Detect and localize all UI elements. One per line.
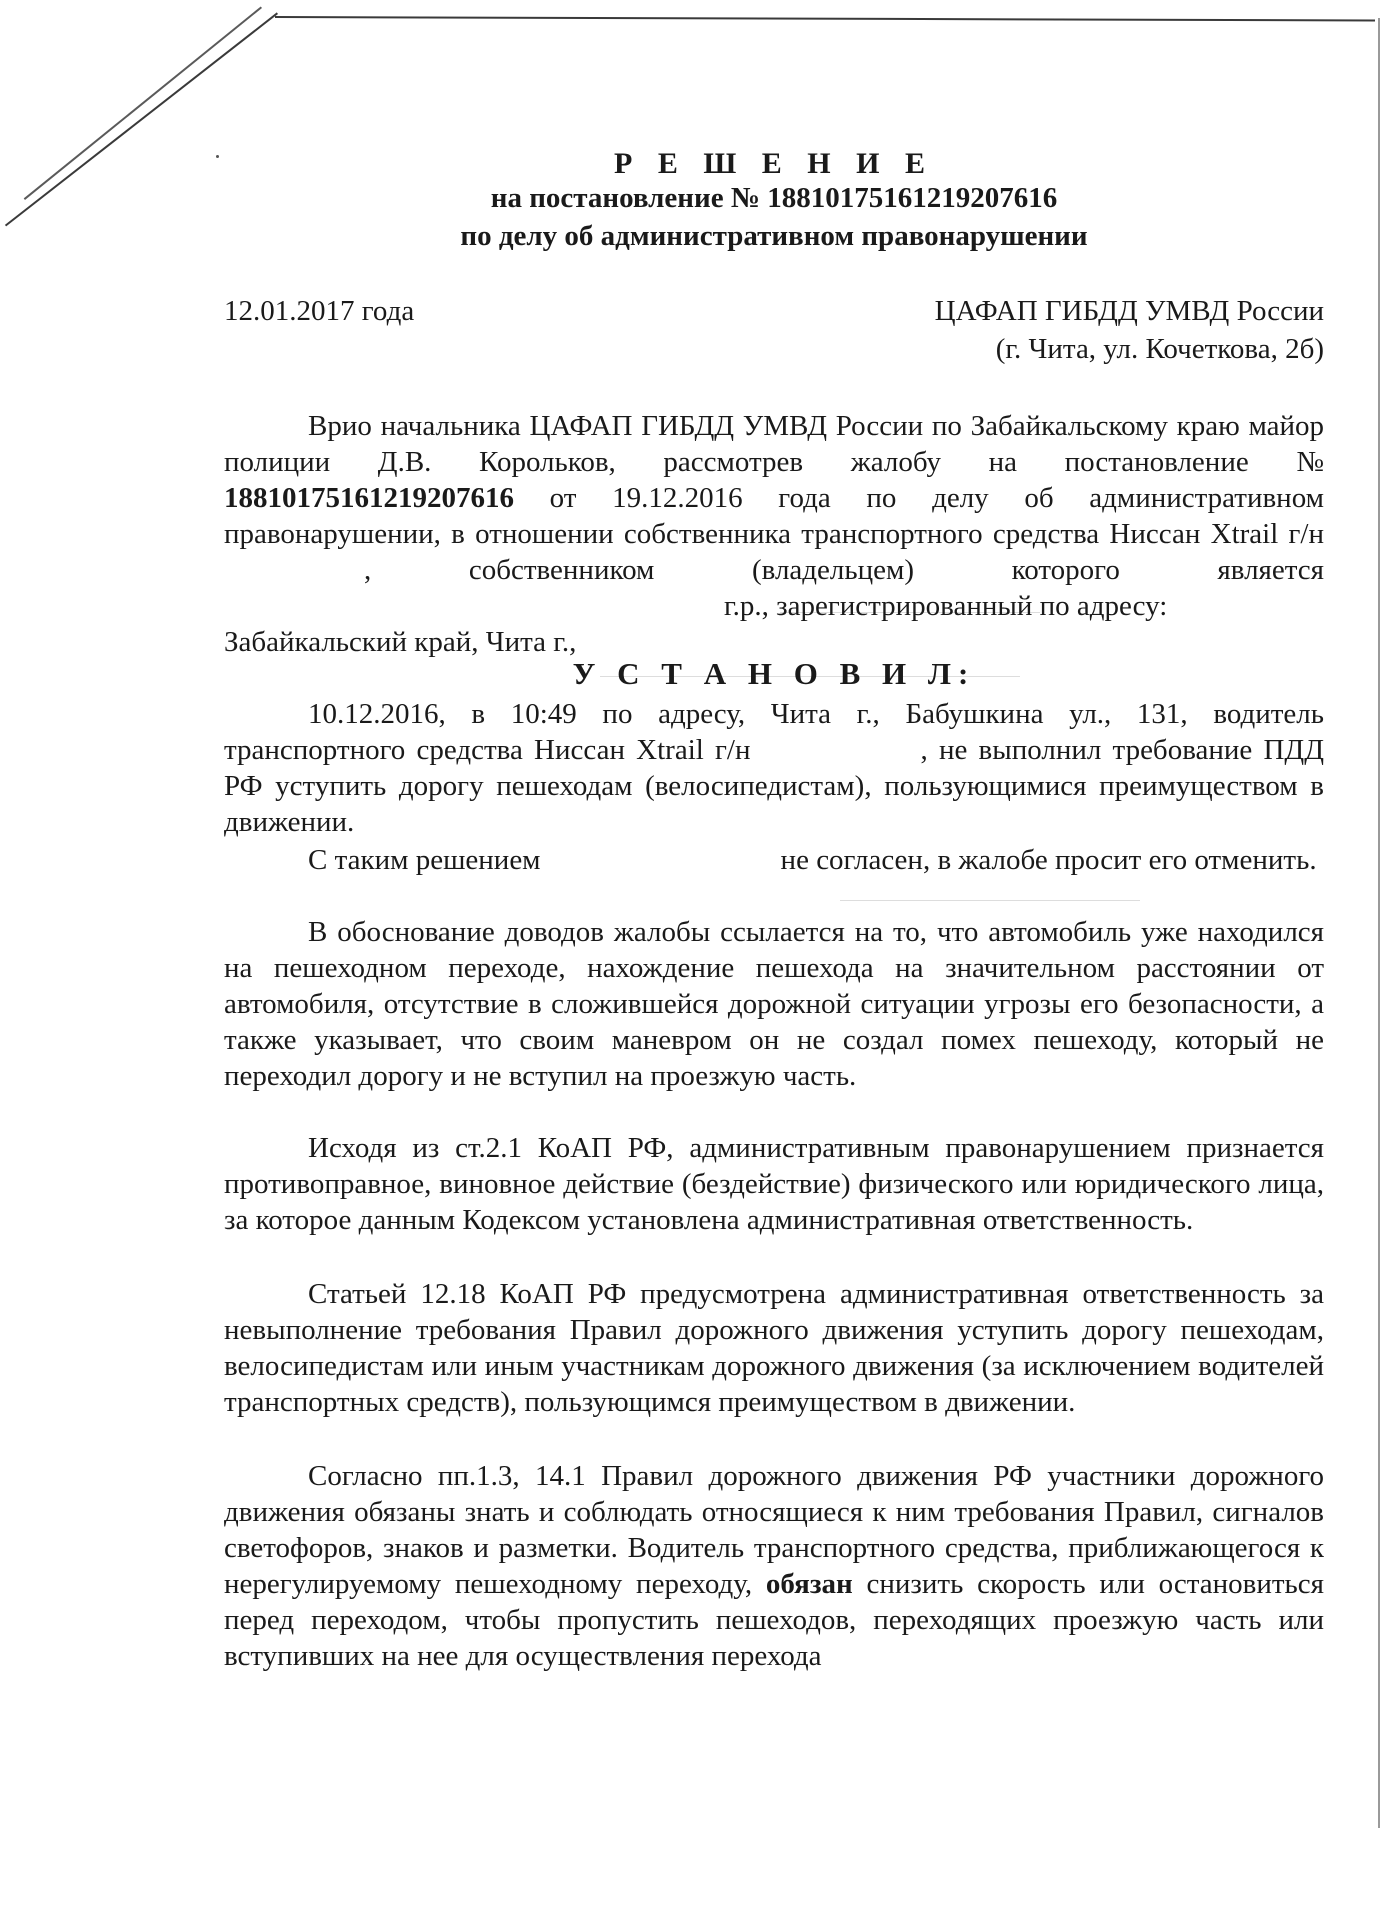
owner-address: Забайкальский край, Чита г., xyxy=(224,626,577,658)
section-heading-established: У С Т А Н О В И Л: xyxy=(572,656,976,691)
incident-text-start: 10.12.2016, в 10:49 по адресу, Чита г., Бабушкина ул., 131, водитель транспортного средства Ниссан Xtrail г/н xyxy=(224,698,1324,766)
intro-text-vehicle: от 19.12.2016 года по делу об административном правонарушении, в отношении собственника транспортного средства Ниссан Xtrail г/н xyxy=(224,482,1324,550)
incident-text-end: , не выполнил требование ПДД РФ уступить дорогу пешеходам (велосипедистам), пользующимися преимуществом в движении. xyxy=(224,734,1324,838)
disagreement-text-start: С таким решением xyxy=(308,844,541,876)
bleed-through-line xyxy=(840,900,1140,901)
redacted-plate-incident xyxy=(751,732,921,768)
paragraph-incident xyxy=(224,696,1324,840)
redacted-name-disagreement xyxy=(541,842,781,878)
paragraph-article-12-18: Статьей 12.18 КоАП РФ предусмотрена административная ответственность за невыполнение требования Правил дорожного движения уступить дорогу пешеходам, велосипедистам или иным участникам дорожного движения (за исключением водителей транспортных средств), пользующимся преимуществом в движении. xyxy=(224,1278,1324,1418)
paragraph-disagreement xyxy=(224,842,1324,878)
redacted-owner-name xyxy=(224,588,724,624)
document-date: 12.01.2017 года xyxy=(224,295,415,327)
traffic-rules-text-end: снизить скорость или остановиться перед переходом, чтобы пропустить пешеходов, переходящих проезжую часть или вступивших на нее для осуществления перехода xyxy=(224,1568,1324,1672)
organization-name: ЦАФАП ГИБДД УМВД России xyxy=(934,295,1324,327)
redacted-plate xyxy=(224,552,364,588)
paragraph-article-2-1: Исходя из ст.2.1 КоАП РФ, административным правонарушением признается противоправное, виновное действие (бездействие) физического или юридического лица, за которое данным Кодексом установлена административная ответственность. xyxy=(224,1132,1324,1236)
paragraph-traffic-rules xyxy=(224,1458,1324,1674)
scan-edge-top xyxy=(275,16,1375,21)
document-title: Р Е Ш Е Н И Е xyxy=(614,147,934,180)
scan-speck xyxy=(216,155,219,158)
disagreement-text-end: не согласен, в жалобе просит его отменить. xyxy=(780,844,1317,876)
intro-owner-phrase: , собственником (владельцем) которого является xyxy=(364,554,1324,586)
organization-address: (г. Чита, ул. Кочеткова, 2б) xyxy=(995,333,1324,365)
intro-registered-phrase: г.р., зарегистрированный по адресу: xyxy=(724,590,1168,622)
intro-paragraph xyxy=(224,408,1324,624)
intro-text-start: Врио начальника ЦАФАП ГИБДД УМВД России по Забайкальскому краю майор полиции Д.В. Корольков, рассмотрев жалобу на постановление № xyxy=(224,410,1324,478)
document-subtitle-resolution: на постановление № 18810175161219207616 xyxy=(490,182,1058,214)
paragraph-grounds: В обоснование доводов жалобы ссылается на то, что автомобиль уже находился на пешеходном переходе, нахождение пешехода на значительном расстоянии от автомобиля, отсутствие в сложившейся дорожной ситуации угрозы его безопасности, а также указывает, что своим маневром он не создал помех пешеходу, который не переходил дорогу и не вступил на проезжую часть. xyxy=(224,916,1324,1092)
traffic-rules-obliged: обязан xyxy=(765,1568,853,1600)
scan-edge-right xyxy=(1378,18,1380,1828)
traffic-rules-text-start: Согласно пп.1.3, 14.1 Правил дорожного движения РФ участники дорожного движения обязаны знать и соблюдать относящиеся к ним требования Правил, сигналов светофоров, знаков и разметки. Водитель транспортного средства, приближающегося к нерегулируемому пешеходному переходу, xyxy=(224,1460,1324,1600)
resolution-number: 18810175161219207616 xyxy=(224,482,514,514)
document-subtitle-case: по делу об административном правонарушении xyxy=(460,220,1088,252)
